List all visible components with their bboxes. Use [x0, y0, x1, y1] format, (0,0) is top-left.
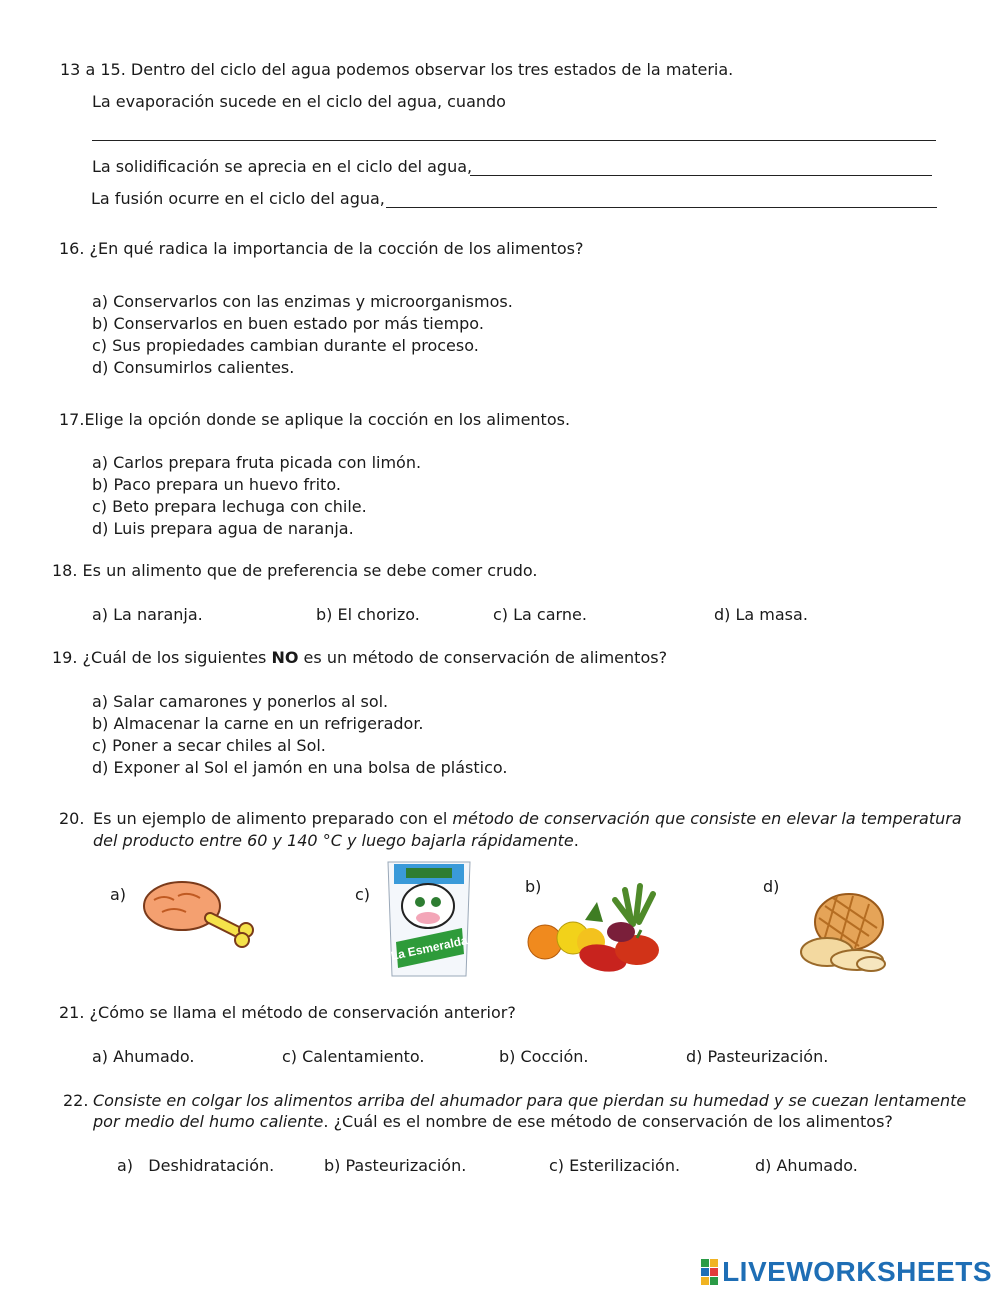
q16-option-d[interactable]: d) Consumirlos calientes. — [92, 358, 295, 377]
q21-question: 21. ¿Cómo se llama el método de conservación anterior? — [59, 1003, 516, 1022]
q19-suffix: es un método de conservación de alimentos? — [298, 648, 668, 667]
q19-option-c[interactable]: c) Poner a secar chiles al Sol. — [92, 736, 326, 755]
q22-option-d[interactable]: d) Ahumado. — [755, 1156, 858, 1175]
q18-option-c[interactable]: c) La carne. — [493, 605, 587, 624]
q16-option-a[interactable]: a) Conservarlos con las enzimas y microorganismos. — [92, 292, 513, 311]
q17-option-d[interactable]: d) Luis prepara agua de naranja. — [92, 519, 354, 538]
q22-number: 22. — [63, 1091, 89, 1110]
fruits-vegetables-image[interactable] — [525, 880, 680, 980]
milk-bag-label: La Esmeralda — [389, 933, 469, 964]
liveworksheets-logo-icon — [701, 1259, 718, 1285]
q16-option-b[interactable]: b) Conservarlos en buen estado por más tiempo. — [92, 314, 484, 333]
q13-solidification: La solidificación se aprecia en el ciclo del agua, — [92, 157, 473, 176]
q22-line2-plain: . ¿Cuál es el nombre de ese método de conservación de los alimentos? — [323, 1112, 893, 1131]
q16-option-c[interactable]: c) Sus propiedades cambian durante el proceso. — [92, 336, 479, 355]
q20-line2-italic: del producto entre 60 y 140 °C y luego bajarla rápidamente — [93, 831, 574, 850]
q19-bold-no: NO — [271, 648, 299, 667]
q20-label-c: c) — [355, 885, 371, 904]
q22-option-a[interactable]: a) Deshidratación. — [117, 1156, 275, 1175]
q18-option-b[interactable]: b) El chorizo. — [316, 605, 420, 624]
q19-option-b[interactable]: b) Almacenar la carne en un refrigerador. — [92, 714, 424, 733]
q13-title: 13 a 15. Dentro del ciclo del agua podemos observar los tres estados de la materia. — [60, 60, 734, 79]
q20-label-a: a) — [110, 885, 127, 904]
q22-line1-italic: Consiste en colgar los alimentos arriba del ahumador para que pierdan su humedad y se cuezan lentamente — [93, 1091, 967, 1110]
q17-option-c[interactable]: c) Beto prepara lechuga con chile. — [92, 497, 367, 516]
milk-bag-image[interactable] — [382, 858, 476, 982]
q21-option-a[interactable]: a) Ahumado. — [92, 1047, 195, 1066]
q16-question: 16. ¿En qué radica la importancia de la cocción de los alimentos? — [59, 239, 584, 258]
q19-option-d[interactable]: d) Exponer al Sol el jamón en una bolsa de plástico. — [92, 758, 508, 777]
q21-option-d[interactable]: d) Pasteurización. — [686, 1047, 829, 1066]
q13-fusion-answer-line[interactable] — [386, 207, 937, 208]
q17-option-b[interactable]: b) Paco prepara un huevo frito. — [92, 475, 341, 494]
q19-prefix: 19. ¿Cuál de los siguientes — [52, 648, 272, 667]
q20-line1-italic: método de conservación que consiste en elevar la temperatura — [452, 809, 962, 828]
q18-option-a[interactable]: a) La naranja. — [92, 605, 203, 624]
q22-line2 — [93, 1112, 893, 1132]
q13-fusion: La fusión ocurre en el ciclo del agua, — [91, 189, 385, 208]
q20-label-b: b) — [525, 877, 542, 896]
q20-line1-plain: Es un ejemplo de alimento preparado con el — [93, 809, 453, 828]
q20-line2-end: . — [573, 831, 579, 850]
q18-option-d[interactable]: d) La masa. — [714, 605, 808, 624]
q19-question — [52, 648, 667, 668]
liveworksheets-logo-text: LIVEWORKSHEETS — [722, 1256, 992, 1287]
q20-line2 — [93, 831, 579, 851]
q18-question: 18. Es un alimento que de preferencia se debe comer crudo. — [52, 561, 538, 580]
q17-option-a[interactable]: a) Carlos prepara fruta picada con limón. — [92, 453, 422, 472]
q13-solidification-answer-line[interactable] — [470, 175, 932, 176]
q22-option-b[interactable]: b) Pasteurización. — [324, 1156, 467, 1175]
q20-label-d: d) — [763, 877, 780, 896]
q22-option-c[interactable]: c) Esterilización. — [549, 1156, 681, 1175]
q22-line1 — [93, 1091, 966, 1111]
bread-image[interactable] — [797, 888, 889, 974]
chicken-leg-image[interactable] — [140, 878, 270, 950]
q21-option-b[interactable]: b) Cocción. — [499, 1047, 589, 1066]
q13-evaporation: La evaporación sucede en el ciclo del agua, cuando — [92, 92, 506, 111]
q20-number: 20. — [59, 809, 85, 828]
q20-line1 — [93, 809, 962, 829]
q17-question: 17.Elige la opción donde se aplique la cocción en los alimentos. — [59, 410, 571, 429]
q19-option-a[interactable]: a) Salar camarones y ponerlos al sol. — [92, 692, 389, 711]
q22-line2-italic: por medio del humo caliente — [93, 1112, 324, 1131]
q13-evaporation-answer-line[interactable] — [92, 140, 936, 141]
q21-option-c[interactable]: c) Calentamiento. — [282, 1047, 425, 1066]
liveworksheets-logo[interactable] — [701, 1256, 992, 1288]
